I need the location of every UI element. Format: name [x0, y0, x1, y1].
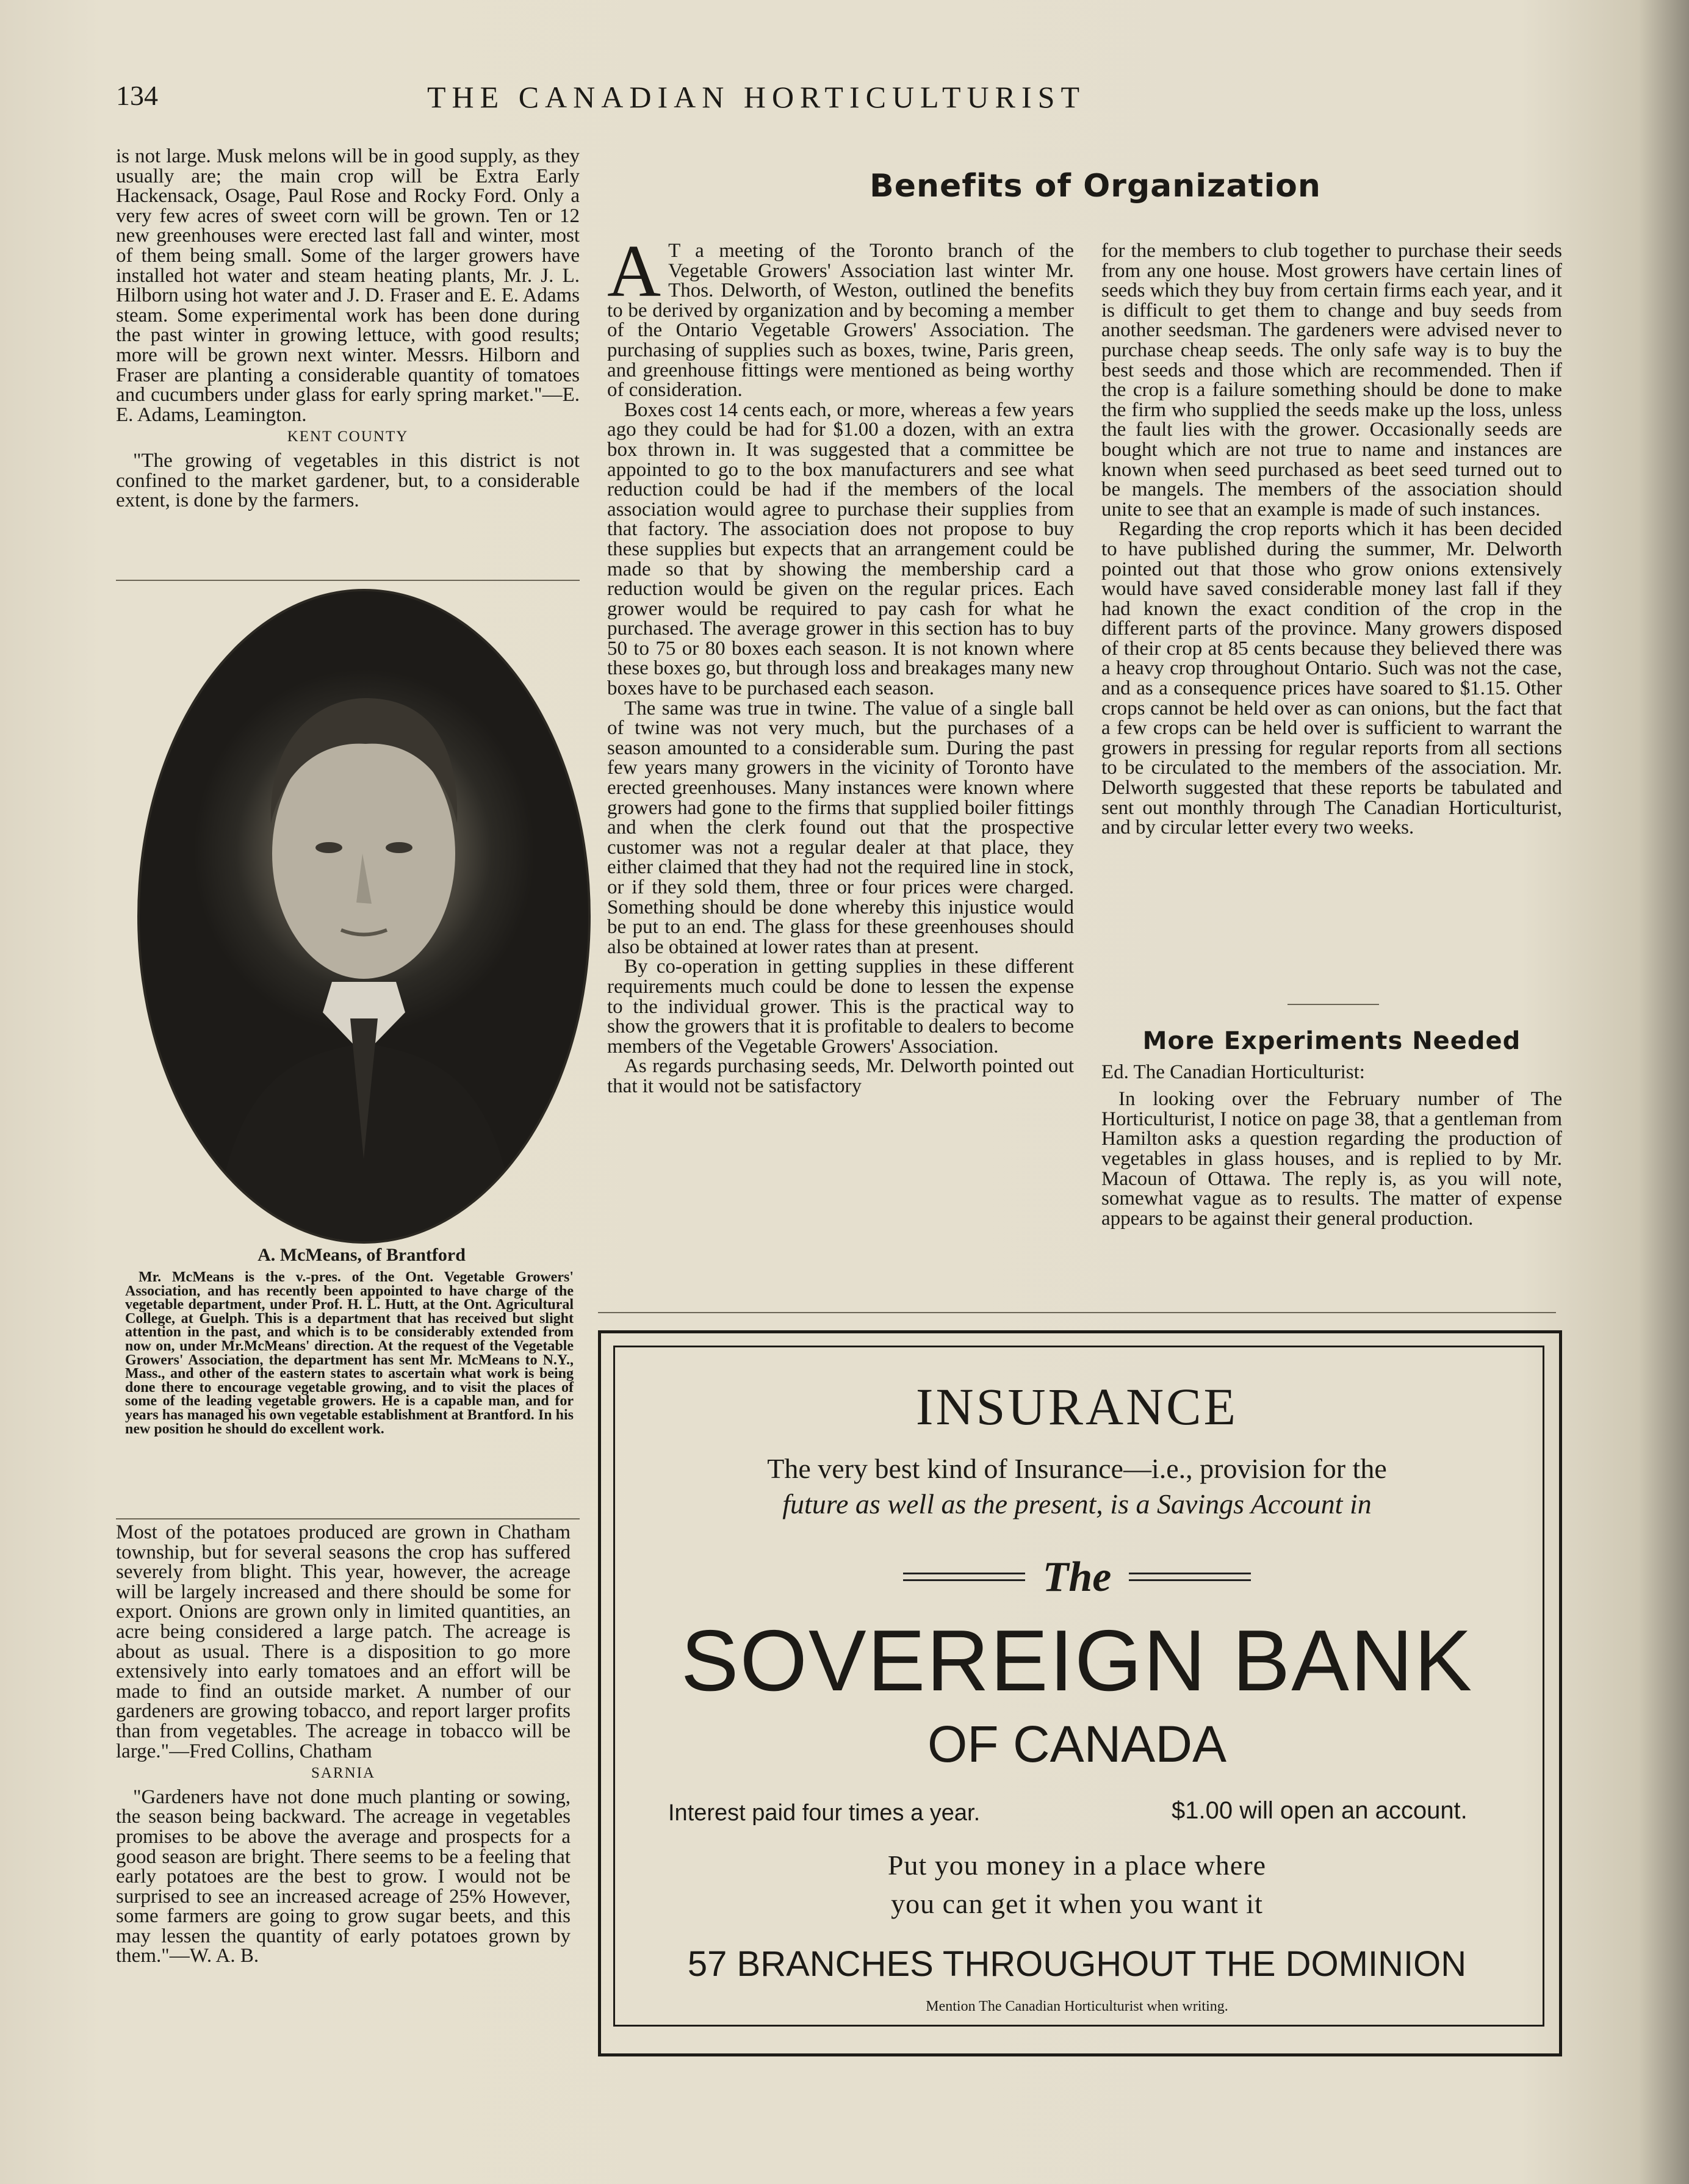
article-paragraph: By co-operation in getting supplies in these different requirements much could be done to lessen the expense to the individual grower. This is the practical way to show the growers that it is profitable to dealers to become members of the Vegetable Growers' Association.	[607, 956, 1074, 1058]
letter-section	[1101, 1027, 1562, 1230]
article-paragraph: Regarding the crop reports which it has been decided to have published during the summer, Mr. Delworth pointed out that those who grow onions extensively would have saved considerable money last fall if they had known the exact condition of the crop in the different parts of the province. Many growers disposed of their crop at 85 cents because they believed there was a heavy crop throughout Ontario. Such was not the case, and as a consequence prices have soared to $1.15. Other crops cannot be held over as can onions, but the fact that a few crops can be held over is sufficient to warrant the growers in pressing for regular reports from all sections to be circulated to the members of the association. Mr. Delworth suggested that these reports be tabulated and sent out monthly through The Canadian Horticulturist, and by circular letter every two weeks.	[1101, 518, 1562, 839]
page-number: 134	[116, 80, 158, 111]
drop-cap: A	[607, 230, 661, 312]
ad-text-line-2: future as well as the present, is a Savings Account in	[782, 1488, 1372, 1519]
left-column-top	[116, 146, 580, 511]
divider	[116, 1518, 580, 1519]
portrait-figure	[140, 591, 588, 1241]
masthead: THE CANADIAN HORTICULTURIST	[427, 80, 1086, 114]
running-head	[116, 79, 1233, 122]
section-heading-kent: KENT COUNTY	[287, 428, 409, 445]
sarnia-paragraph: "Gardeners have not done much planting or sowing, the season being backward. The acreage in vegetables promises to be above the average and prospects for a good season are bright. There seems to be a feeling that early potatoes are the best to grow. I would not be surprised to see an increased acreage of 25% However, some farmers are going to grow sugar beets, and this may lessen the quantity of early potatoes grown by them."—W. A. B.	[116, 1786, 571, 1967]
left-top-paragraph: is not large. Musk melons will be in good supply, as they usually are; the main crop will be Extra Early Hackensack, Osage, Paul Rose and Rocky Ford. Only a very few acres of sweet corn will be grown. Ten or 12 new greenhouses were erected last fall and winter, most of them being small. Some of the larger growers have installed hot water and steam heating plants, Mr. J. L. Hilborn using hot water and J. D. Fraser and E. E. Adams steam. Some experimental work has been done during the past winter in growing lettuce, with good results; more will be grown next winter. Messrs. Hilborn and Fraser are planting a considerable quantity of tomatoes and cucumbers under glass for early spring market."—E. E. Adams, Leamington.	[116, 145, 580, 426]
letter-title: More Experiments Needed	[1142, 1027, 1521, 1055]
short-divider	[1287, 1004, 1379, 1005]
ad-slogan-line-1: Put you money in a place where	[887, 1850, 1267, 1881]
double-rule-right	[1129, 1573, 1251, 1581]
letter-salutation: Ed. The Canadian Horticulturist:	[1101, 1061, 1365, 1083]
ad-branches-line: 57 BRANCHES THROUGHOUT THE DOMINION	[687, 1944, 1467, 1984]
ad-interest-line: Interest paid four times a year.	[668, 1800, 981, 1826]
portrait-photo	[137, 589, 586, 1239]
ad-slogan-line-2: you can get it when you want it	[891, 1888, 1263, 1919]
article-column-1	[607, 230, 1074, 1097]
ad-headline: INSURANCE	[915, 1377, 1239, 1436]
article-paragraph: As regards purchasing seeds, Mr. Delworth pointed out that it would not be satisfactory	[607, 1055, 1074, 1097]
article-column-2	[1101, 241, 1562, 838]
left-column-bottom	[116, 1523, 571, 1966]
portrait-oval	[137, 589, 591, 1244]
article-paragraph: Boxes cost 14 cents each, or more, whereas a few years ago they could be had for $1.00 a dozen, with an extra box thrown in. It was suggested that a committee be appointed to go to the box manufacturers and see what reduction could be had if the members of the local association would agree to purchase their supplies from that factory. The association does not propose to buy these supplies but expects that an arrangement could be made so that by showing the membership card a reduction would be given on the regular prices. Each grower would be required to pay cash for what he purchased. The average grower in this section has to buy 50 to 75 or 80 boxes each season. It is not known where these boxes go, but through loss and breakages many new boxes have to be purchased each season.	[607, 398, 1074, 700]
portrait-caption-text: Mr. McMeans is the v.-pres. of the Ont. Vegetable Growers' Association, and has recently been appointed to have charge of the vegetable department, under Prof. H. L. Hutt, at the Ont. Agricultural College, at Guelph. This is a department that has received but slight attention in the past, and which is to be considerably extended from now on, under Mr.McMeans' direction. At the request of the Vegetable Growers' Association, the department has sent Mr. McMeans to N.Y., Mass., and other of the eastern states to ascertain what work is being done there to encourage vegetable growing, and to visit the places of some of the leading vegetable growers. He is a capable man, and for years has managed his own vegetable establishment at Brantford. In his new position he should do excellent work.	[125, 1269, 574, 1437]
divider	[598, 1312, 1556, 1313]
letter-body: In looking over the February number of The Horticulturist, I notice on page 38, that a gentleman from Hamilton asks a question regarding the production of vegetables in glass houses, and is replied to by Mr. Macoun of Ottawa. The reply is, as you will note, somewhat vague as to results. The matter of expense appears to be against their general production.	[1101, 1088, 1562, 1230]
article-first-text: T a meeting of the Toronto branch of the Vegetable Growers' Association last winter Mr. Thos. Delworth, of Weston, outlined the benefits to be derived by organization and by becoming a member of the Ontario Vegetable Growers' Association. The purchasing of supplies such as boxes, twine, Paris green, and greenhouse fittings were mentioned as being worthy of consideration.	[607, 240, 1074, 402]
ad-text-line-1: The very best kind of Insurance—i.e., provision for the	[767, 1453, 1387, 1484]
ad-ornament-row	[613, 1553, 1541, 1602]
article-paragraph: for the members to club together to purchase their seeds from any one house. Most growers have certain lines of seeds which they buy from certain firms each year, and it is difficult to get them to change and buy seeds from another seedsman. The gardeners were advised never to purchase cheap seeds. The only safe way is to buy the best seeds and those which are recommended. Then if the crop is a failure something should be done to make the firm who supplied the seeds make up the loss, unless the fault lies with the grower. Occasionally seeds are bought which are not true to name and instances are known when seed purchased as beet seed turned out to be mangels. The members of the association should unite to see that an example is made of such instances.	[1101, 240, 1562, 521]
ad-mention-line: Mention The Canadian Horticulturist when writing.	[926, 1998, 1228, 2014]
ad-the-script: The	[1042, 1554, 1112, 1601]
divider	[116, 580, 580, 581]
ad-open-line: $1.00 will open an account.	[1172, 1797, 1468, 1824]
portrait-caption-title: A. McMeans, of Brantford	[257, 1245, 466, 1265]
portrait-caption	[125, 1270, 574, 1436]
section-heading-sarnia: SARNIA	[311, 1765, 376, 1782]
article-first-paragraph	[607, 230, 1074, 402]
chatham-paragraph: Most of the potatoes produced are grown in Chatham township, but for several seasons the crop has suffered severely from blight. This year, however, the acreage will be largely increased and there should be some for export. Onions are grown only in limited quantities, an acre being considered a large patch. The acreage is about as usual. There is a disposition to go more extensively into early tomatoes and an effort will be made to find an outside market. A number of our gardeners are growing tobacco, and report larger profits than from vegetables. The acreage in tobacco will be large."—Fred Collins, Chatham	[116, 1521, 571, 1762]
kent-paragraph: "The growing of vegetables in this district is not confined to the market gardener, but, to a considerable extent, is done by the farmers.	[116, 449, 580, 512]
article-title: Benefits of Organization	[870, 168, 1321, 204]
ad-bank-name: SOVEREIGN BANK	[680, 1612, 1474, 1709]
article-paragraph: The same was true in twine. The value of a single ball of twine was not very much, but the purchases of a season amounted to a considerable sum. During the past few years many growers in the vicinity of Toronto have erected greenhouses. Many instances were known where growers had gone to the firms that supplied boiler fittings and when the clerk found out that the prospective customer was not a regular dealer at that place, they either claimed that they had not the required line in stock, or if they sold them, three or four prices were charged. Something should be done whereby this injustice would be put to an end. The glass for these greenhouses should also be obtained at lower rates than at present.	[607, 697, 1074, 958]
ad-of-canada: OF CANADA	[927, 1715, 1227, 1773]
